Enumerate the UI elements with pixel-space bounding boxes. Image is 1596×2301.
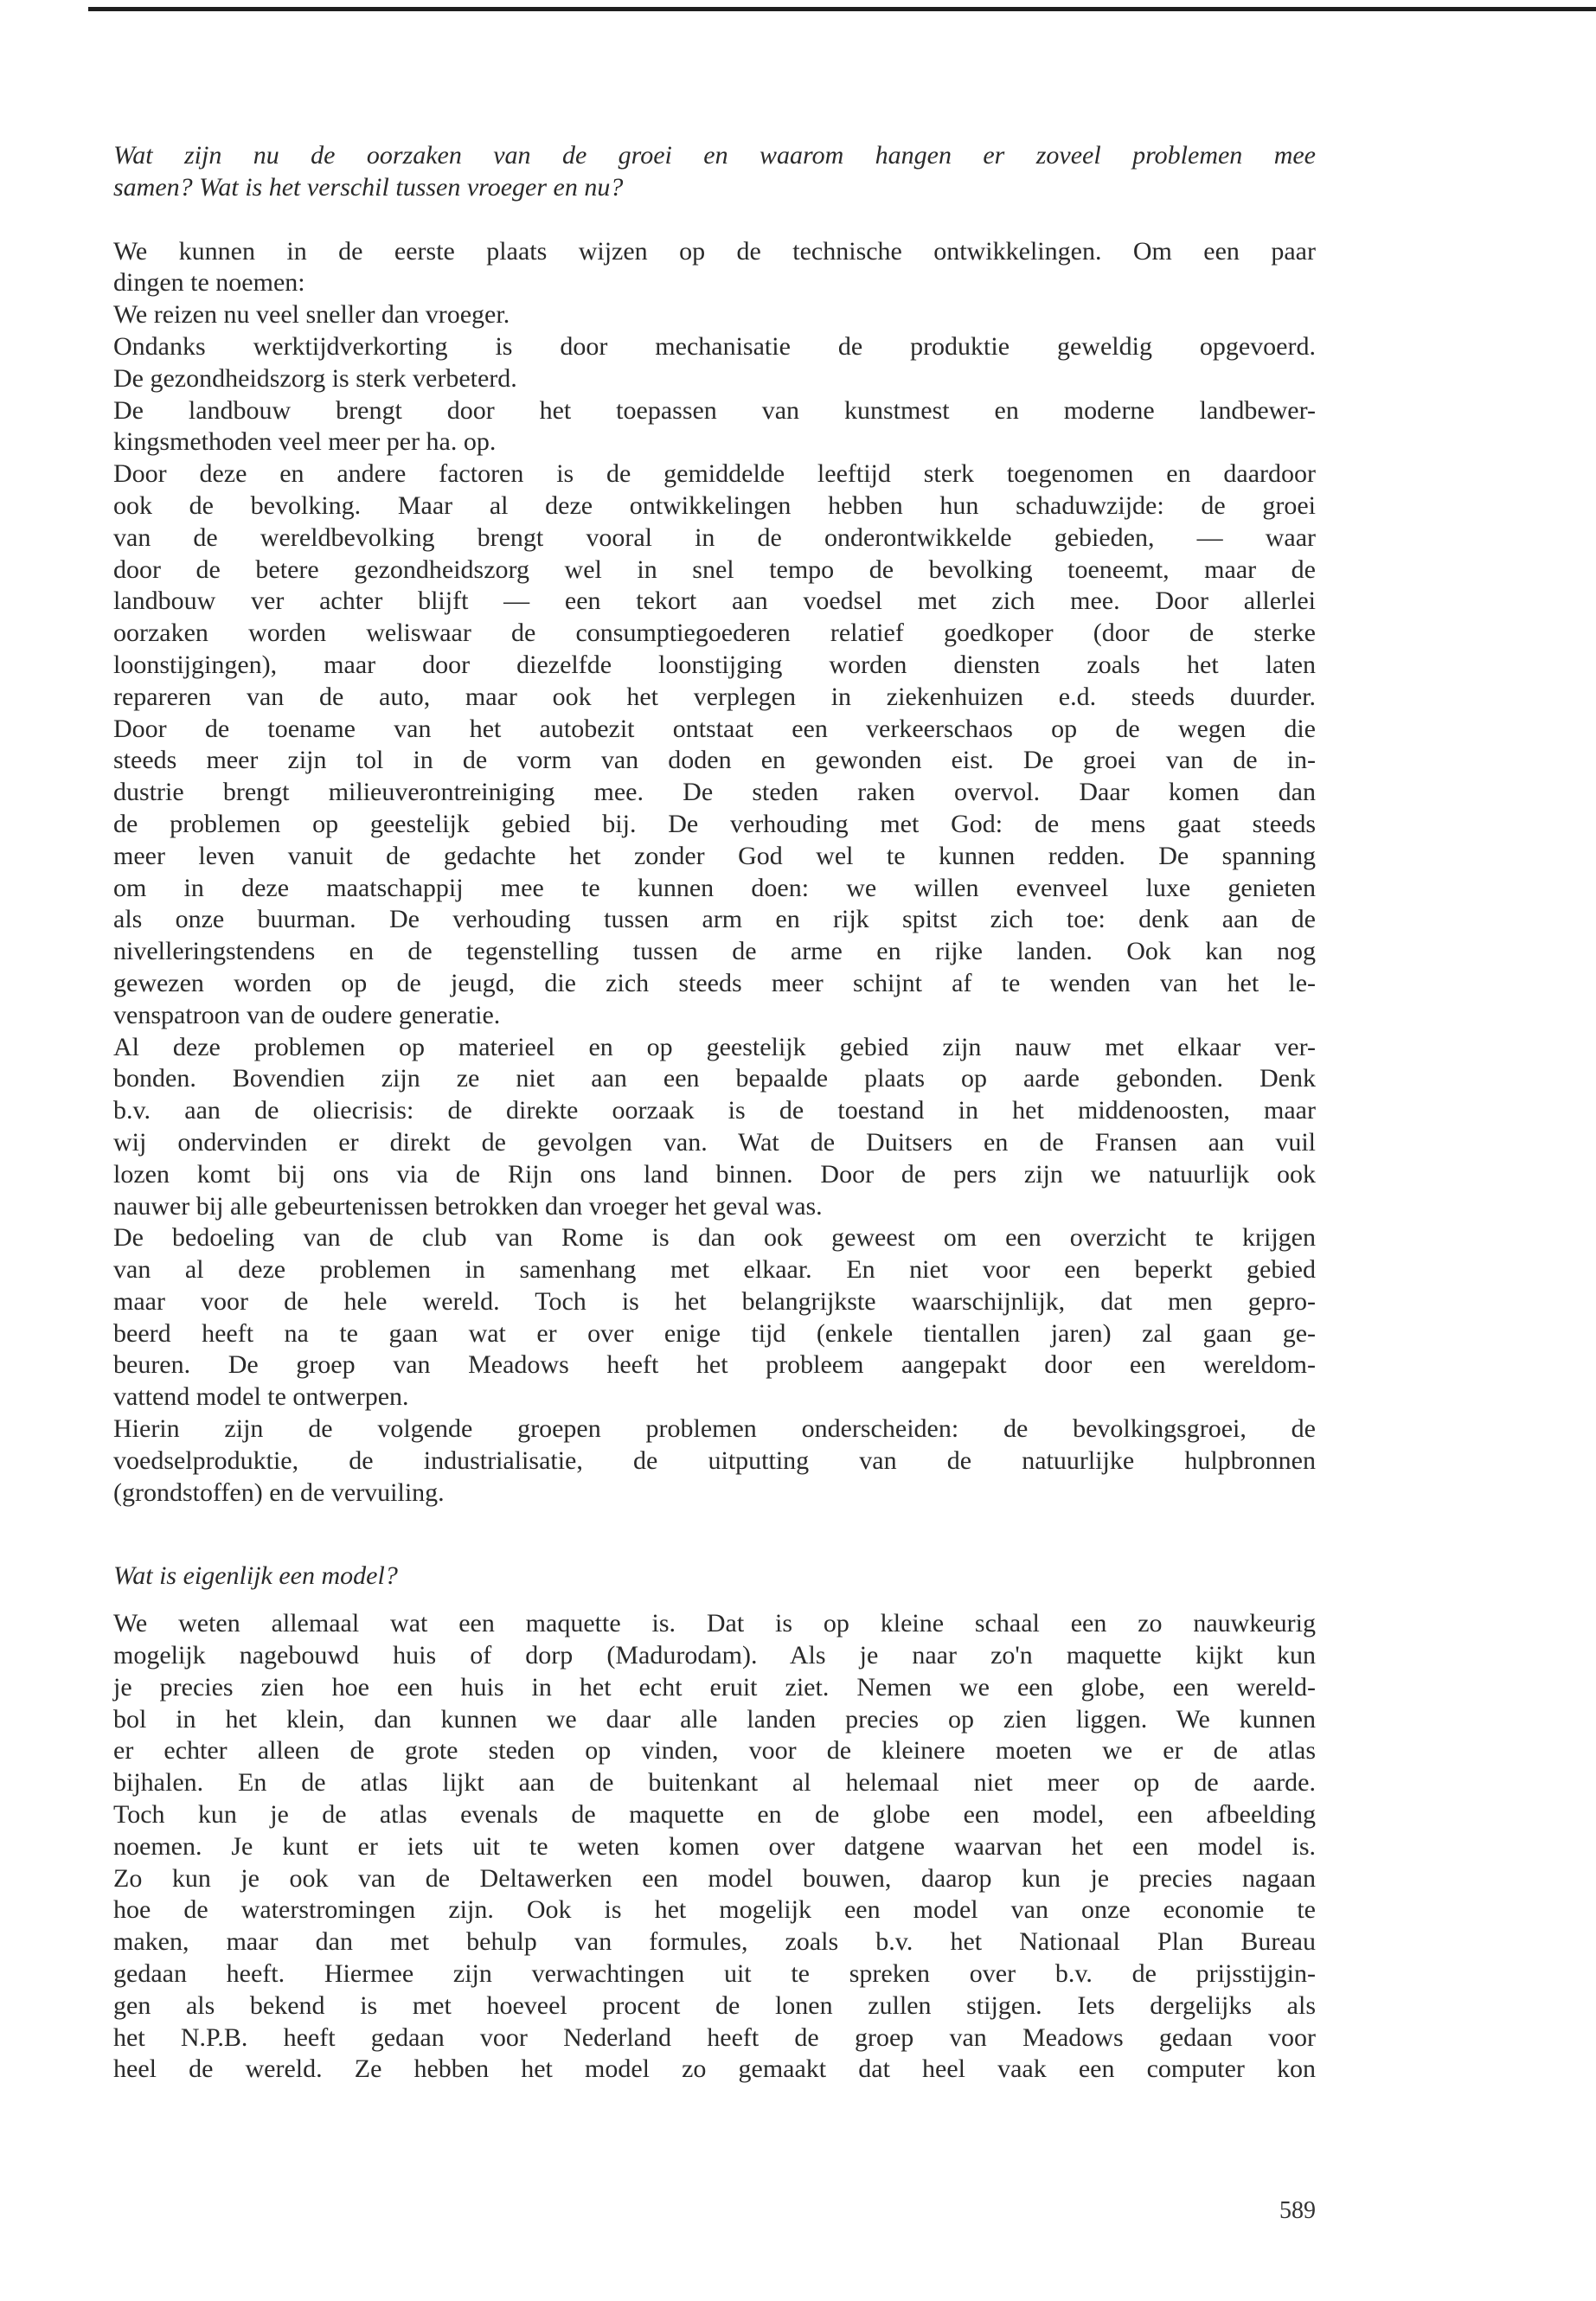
text-line: (grondstoffen) en de vervuiling. bbox=[113, 1477, 445, 1507]
text-line: bijhalen. En de atlas lijkt aan de buitenkant al helemaal niet meer op de aarde. bbox=[113, 1768, 1316, 1798]
text-line: Door de toename van het autobezit ontstaat een verkeerschaos op de wegen die bbox=[113, 714, 1316, 743]
text-line: We kunnen in de eerste plaats wijzen op de technische ontwikkelingen. Om een paar bbox=[113, 236, 1316, 266]
text-line: je precies zien hoe een huis in het echt eruit ziet. Nemen we een globe, een wereld- bbox=[113, 1672, 1316, 1702]
text-line: repareren van de auto, maar ook het verplegen in ziekenhuizen e.d. steeds duurder. bbox=[113, 682, 1316, 711]
spacer bbox=[113, 1509, 1316, 1561]
page-body bbox=[113, 140, 1316, 2086]
text-line: nauwer bij alle gebeurtenissen betrokken dan vroeger het geval was. bbox=[113, 1191, 823, 1221]
text-line: van al deze problemen in samenhang met elkaar. En niet voor een beperkt gebied bbox=[113, 1255, 1316, 1285]
text-line: mogelijk nagebouwd huis of dorp (Madurodam). Als je naar zo'n maquette kijkt kun bbox=[113, 1641, 1316, 1670]
text-line: de problemen op geestelijk gebied bij. De verhouding met God: de mens gaat steeds bbox=[113, 809, 1316, 838]
text-line: bol in het klein, dan kunnen we daar alle landen precies op zien liggen. We kunnen bbox=[113, 1704, 1316, 1734]
text-line: meer leven vanuit de gedachte het zonder God wel te kunnen redden. De spanning bbox=[113, 841, 1316, 870]
text-line: De landbouw brengt door het toepassen van kunstmest en moderne landbewer- bbox=[113, 395, 1316, 425]
text-line: venspatroon van de oudere generatie. bbox=[113, 1000, 501, 1029]
text-line: De bedoeling van de club van Rome is dan ook geweest om een overzicht te krijgen bbox=[113, 1223, 1316, 1253]
text-line: We reizen nu veel sneller dan vroeger. bbox=[113, 300, 510, 330]
text-line: loonstijgingen), maar door diezelfde loonstijging worden diensten zoals het laten bbox=[113, 650, 1316, 679]
text-line: van de wereldbevolking brengt vooral in de onderontwikkelde gebieden, — waar bbox=[113, 522, 1316, 552]
text-line: noemen. Je kunt er iets uit te weten komen over datgene waarvan het een model is. bbox=[113, 1831, 1316, 1861]
text-line: We weten allemaal wat een maquette is. Dat is op kleine schaal een zo nauwkeurig bbox=[113, 1609, 1316, 1638]
text-line: beerd heeft na te gaan wat er over enige tijd (enkele tientallen jaren) zal gaan ge- bbox=[113, 1318, 1316, 1348]
text-line: steeds meer zijn tol in de vorm van doden en gewonden eist. De groei van de in- bbox=[113, 746, 1316, 775]
text-line: maken, maar dan met behulp van formules, zoals b.v. het Nationaal Plan Bureau bbox=[113, 1927, 1316, 1957]
page-number: 589 bbox=[1279, 2197, 1316, 2224]
text-line: gedaan heeft. Hiermee zijn verwachtingen uit te spreken over b.v. de prijsstijgin- bbox=[113, 1959, 1316, 1989]
text-line: ook de bevolking. Maar al deze ontwikkelingen hebben hun schaduwzijde: de groei bbox=[113, 490, 1316, 520]
text-line: kingsmethoden veel meer per ha. op. bbox=[113, 427, 497, 457]
text-line: De gezondheidszorg is sterk verbeterd. bbox=[113, 363, 517, 393]
text-line: gewezen worden op de jeugd, die zich steeds meer schijnt af te wenden van het le- bbox=[113, 968, 1316, 997]
text-line: dingen te noemen: bbox=[113, 268, 305, 298]
text-line: landbouw ver achter blijft — een tekort aan voedsel met zich mee. Door allerlei bbox=[113, 586, 1316, 616]
text-line: vattend model te ontwerpen. bbox=[113, 1382, 409, 1412]
text-line: wij ondervinden er direkt de gevolgen van. Wat de Duitsers en de Fransen aan vuil bbox=[113, 1127, 1316, 1157]
text-line: voedselproduktie, de industrialisatie, de uitputting van de natuurlijke hulpbronnen bbox=[113, 1445, 1316, 1475]
text-line: Ondanks werktijdverkorting is door mechanisatie de produktie geweldig opgevoerd. bbox=[113, 331, 1316, 361]
text-line: beuren. De groep van Meadows heeft het probleem aangepakt door een wereldom- bbox=[113, 1350, 1316, 1380]
spacer bbox=[113, 204, 1316, 236]
heading-line: Wat zijn nu de oorzaken van de groei en waarom hangen er zoveel problemen mee bbox=[113, 141, 1316, 170]
text-line: Hierin zijn de volgende groepen problemen onderscheiden: de bevolkingsgroei, de bbox=[113, 1414, 1316, 1444]
text-line: gen als bekend is met hoeveel procent de lonen zullen stijgen. Iets dergelijks als bbox=[113, 1990, 1316, 2020]
text-line: oorzaken worden weliswaar de consumptiegoederen relatief goedkoper (door de sterke bbox=[113, 619, 1316, 648]
text-line: b.v. aan de oliecrisis: de direkte oorzaak is de toestand in het middenoosten, maar bbox=[113, 1096, 1316, 1125]
text-line: lozen komt bij ons via de Rijn ons land binnen. Door de pers zijn we natuurlijk ook bbox=[113, 1159, 1316, 1189]
text-line: heel de wereld. Ze hebben het model zo gemaakt dat heel vaak een computer kon bbox=[113, 2054, 1316, 2084]
text-line: Toch kun je de atlas evenals de maquette en de globe een model, een afbeelding bbox=[113, 1800, 1316, 1830]
text-line: het N.P.B. heeft gedaan voor Nederland heeft de groep van Meadows gedaan voor bbox=[113, 2022, 1316, 2052]
text-line: hoe de waterstromingen zijn. Ook is het mogelijk een model van onze economie te bbox=[113, 1895, 1316, 1925]
text-line: door de betere gezondheidszorg wel in snel tempo de bevolking toeneemt, maar de bbox=[113, 554, 1316, 584]
top-rule bbox=[88, 7, 1596, 11]
heading-line: Wat is eigenlijk een model? bbox=[113, 1561, 398, 1591]
text-line: Zo kun je ook van de Deltawerken een model bouwen, daarop kun je precies nagaan bbox=[113, 1863, 1316, 1893]
heading-line: samen? Wat is het verschil tussen vroeger en nu? bbox=[113, 172, 624, 202]
text-line: bonden. Bovendien zijn ze niet aan een bepaalde plaats op aarde gebonden. Denk bbox=[113, 1064, 1316, 1093]
text-line: Al deze problemen op materieel en op geestelijk gebied zijn nauw met elkaar ver- bbox=[113, 1032, 1316, 1061]
text-line: als onze buurman. De verhouding tussen arm en rijk spitst zich toe: denk aan de bbox=[113, 905, 1316, 934]
text-line: nivelleringstendens en de tegenstelling tussen de arme en rijke landen. Ook kan nog bbox=[113, 937, 1316, 966]
text-line: er echter alleen de grote steden op vinden, voor de kleinere moeten we er de atlas bbox=[113, 1736, 1316, 1766]
text-line: om in deze maatschappij mee te kunnen doen: we willen evenveel luxe genieten bbox=[113, 873, 1316, 902]
text-line: maar voor de hele wereld. Toch is het belangrijkste waarschijnlijk, dat men gepro- bbox=[113, 1286, 1316, 1316]
text-line: Door deze en andere factoren is de gemiddelde leeftijd sterk toegenomen en daardoor bbox=[113, 459, 1316, 489]
spacer bbox=[113, 1593, 1316, 1608]
text-line: dustrie brengt milieuverontreiniging mee. De steden raken overvol. Daar komen dan bbox=[113, 778, 1316, 807]
